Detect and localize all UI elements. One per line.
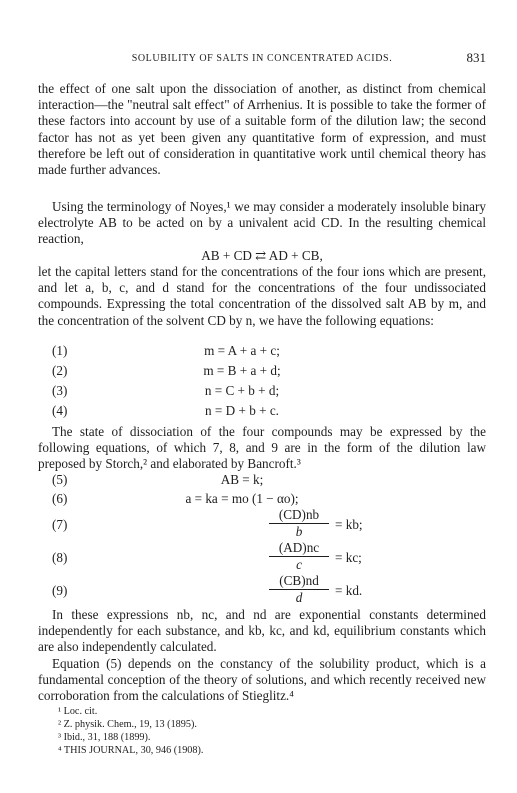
- paragraph-dissociation-state: The state of dissociation of the four compounds may be expressed by the following equations, of which 7, 8, and 9 are in the form of the dilution law preposed by Storch,² and elaborated by Bancroft.³: [38, 424, 486, 472]
- equation-rhs: = kd.: [335, 583, 363, 598]
- fraction-numerator: (CB)nd: [269, 573, 329, 590]
- equation-number: (9): [52, 583, 68, 598]
- equation-number: (1): [52, 343, 68, 358]
- equation-9: [52, 573, 486, 609]
- footnote-3: ³ Ibid., 31, 188 (1899).: [58, 732, 151, 743]
- footnotes: [58, 705, 203, 757]
- page-number: 831: [466, 50, 486, 65]
- equation-7: [52, 507, 486, 543]
- equation-1: [52, 343, 486, 359]
- equation-number: (3): [52, 383, 68, 398]
- page-header: [38, 50, 486, 68]
- equation-body: m = A + a + c;: [204, 343, 280, 358]
- equation-number: (6): [52, 491, 68, 506]
- paragraph-concentration-definitions: let the capital letters stand for the concentrations of the four ions which are present, and let a, b, c, and d stand for the concentrations of the four undissociated compounds. Expressing the total concentration of the dissolved salt AB by m, and the concentration of the solvent CD by n, we have the following equations:: [38, 264, 486, 328]
- equation-6: [52, 491, 486, 507]
- paragraph-exponential-constants: In these expressions nb, nc, and nd are exponential constants determined independently for each substance, and kb, kc, and kd, equilibrium constants which are also independently calculated.: [38, 607, 486, 655]
- fraction: [269, 573, 329, 605]
- equation-body: AB = k;: [220, 472, 264, 487]
- equation-number: (2): [52, 363, 68, 378]
- running-title: SOLUBILITY OF SALTS IN CONCENTRATED ACIDS.: [131, 53, 393, 64]
- equation-body: m = B + a + d;: [203, 363, 281, 378]
- fraction-numerator: (CD)nb: [269, 507, 329, 524]
- equation-body: a = ka = mo (1 − αo);: [185, 491, 299, 506]
- paragraph-neutral-salt-effect: the effect of one salt upon the dissociation of another, as distinct from chemical interaction—the "neutral salt effect" of Arrhenius. It is possible to take the former of these factors into account by use of a suitable form of the dilution law; the second factor has not as yet been given any quantitative form of expression, and must therefore be left out of consideration in quantitative work until chemical theory has made further advances.: [38, 81, 486, 178]
- equation-rhs: = kc;: [335, 550, 362, 565]
- footnote-4: ⁴ THIS JOURNAL, 30, 946 (1908).: [58, 745, 204, 756]
- equation-2: [52, 363, 486, 379]
- equation-number: (7): [52, 517, 68, 532]
- fraction: [269, 507, 329, 539]
- equation-4: [52, 403, 486, 419]
- equation-3: [52, 383, 486, 399]
- reaction-equation: AB + CD ⇄ AD + CB,: [201, 248, 323, 263]
- equation-number: (5): [52, 472, 68, 487]
- fraction-denominator: d: [295, 590, 303, 605]
- fraction: [269, 540, 329, 572]
- equation-body: n = C + b + d;: [204, 383, 280, 398]
- fraction-denominator: c: [296, 557, 302, 572]
- footnote-2: ² Z. physik. Chem., 19, 13 (1895).: [58, 719, 197, 730]
- equation-8: [52, 540, 486, 576]
- equation-number: (8): [52, 550, 68, 565]
- equation-rhs: = kb;: [335, 517, 363, 532]
- equation-body: n = D + b + c.: [205, 403, 279, 418]
- footnote-1: ¹ Loc. cit.: [58, 706, 98, 717]
- paragraph-noyes-terminology: Using the terminology of Noyes,¹ we may consider a moderately insoluble binary electrolyte AB to be acted on by a univalent acid CD. In the resulting chemical reaction,: [38, 199, 486, 247]
- equation-5: [52, 472, 486, 488]
- paragraph-solubility-product: Equation (5) depends on the constancy of the solubility product, which is a fundamental conception of the theory of solutions, and which recently received new corroboration from the calculations of Stieglitz.⁴: [38, 656, 486, 704]
- fraction-numerator: (AD)nc: [269, 540, 329, 557]
- fraction-denominator: b: [295, 524, 303, 539]
- equation-number: (4): [52, 403, 68, 418]
